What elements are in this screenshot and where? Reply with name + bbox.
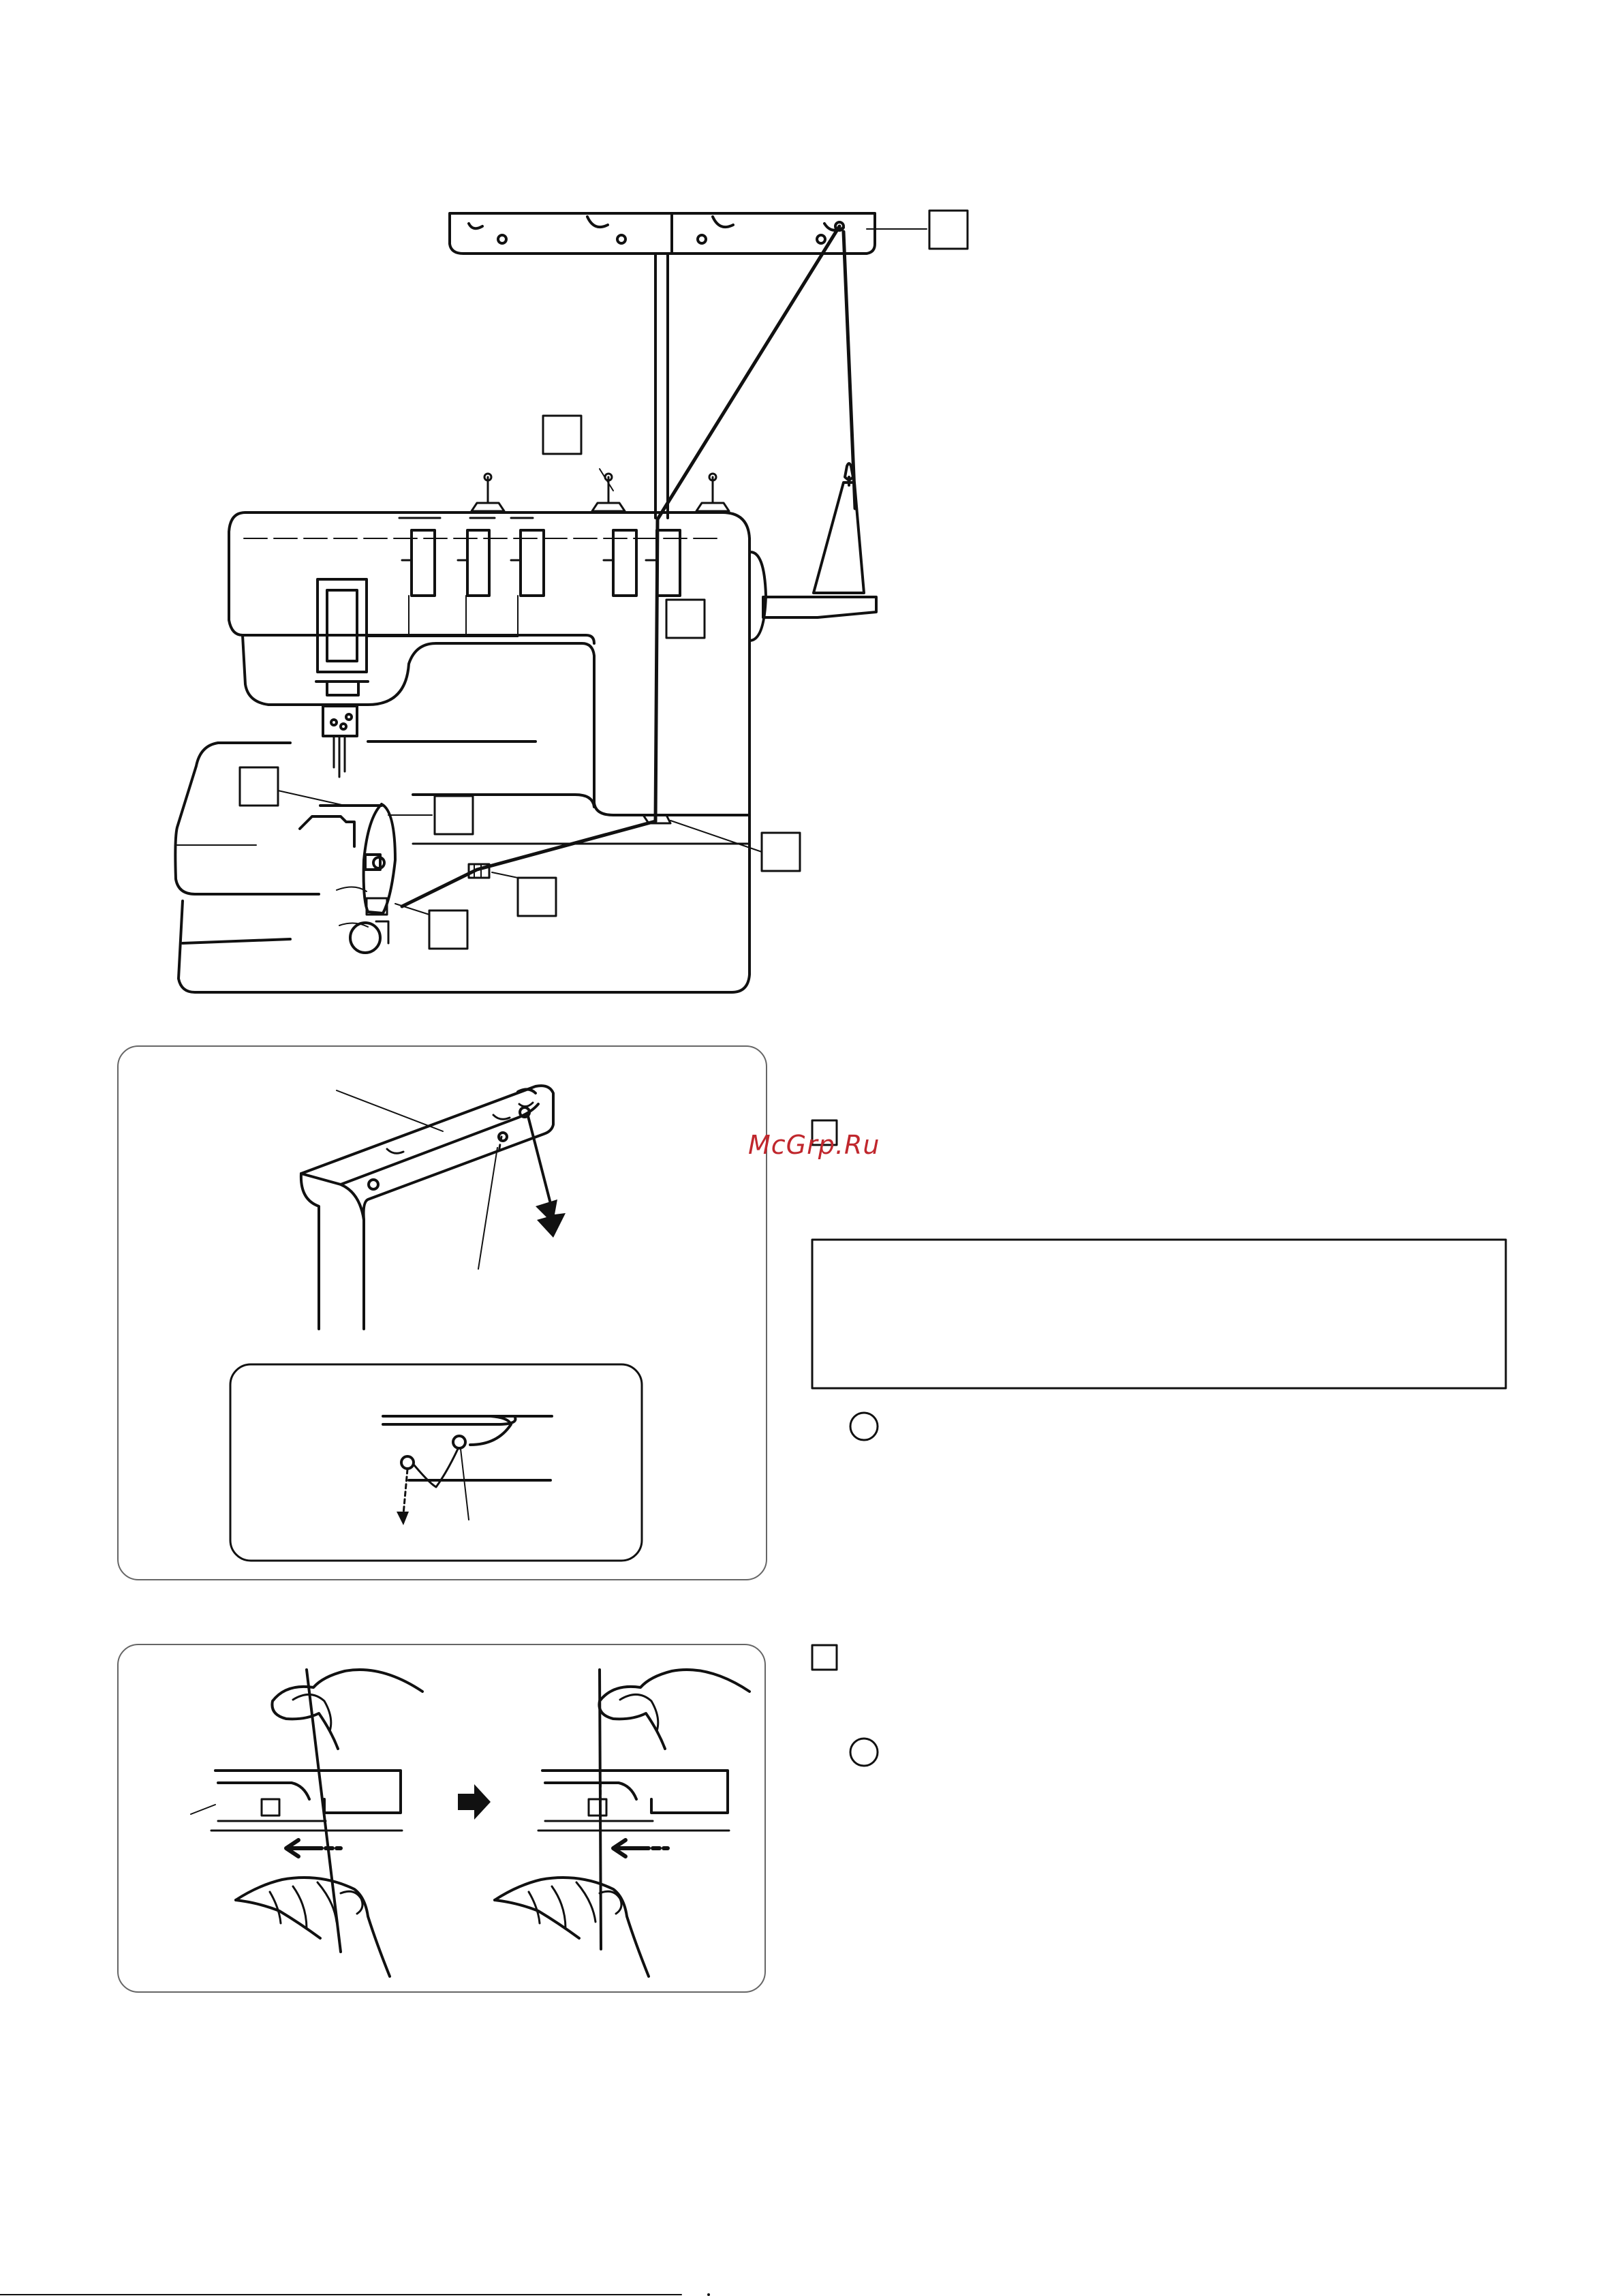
- hand-threading-panel: [118, 1644, 765, 1992]
- thread-guide-detail-panel: [118, 1046, 767, 1580]
- step-circle-icon: [850, 1413, 878, 1440]
- instruction-markers: [812, 1120, 1506, 1766]
- notice-box: [812, 1240, 1506, 1388]
- watermark: McGrp.Ru: [748, 1130, 880, 1160]
- label-box-icon: [812, 1645, 837, 1670]
- step-circle-icon: [850, 1739, 878, 1766]
- hand-icon: [191, 1670, 422, 1976]
- serger-overview-illustration: [175, 211, 968, 992]
- hand-icon: [495, 1670, 749, 1976]
